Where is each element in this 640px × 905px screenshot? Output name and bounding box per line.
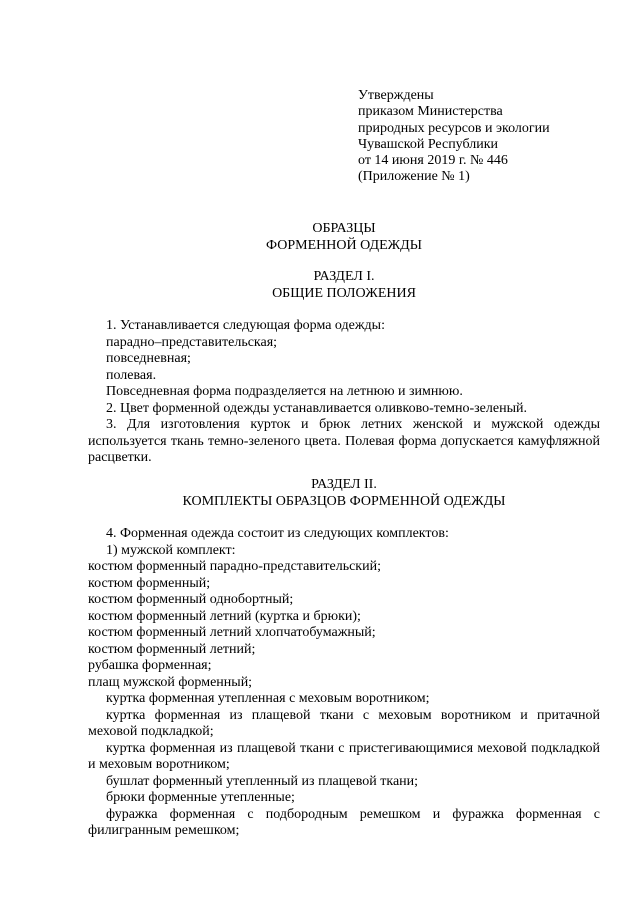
paragraph: 2. Цвет форменной одежды устанавливается оливково-темно-зеленый. <box>106 400 527 416</box>
approval-line: от 14 июня 2019 г. № 446 <box>358 153 508 169</box>
list-item: брюки форменные утепленные; <box>106 790 295 805</box>
list-item: куртка форменная утепленная с меховым воротником; <box>106 691 430 706</box>
section-1-body <box>88 318 600 467</box>
list-item: плащ мужской форменный; <box>88 674 253 690</box>
approval-line: Чувашской Республики <box>358 136 499 152</box>
title-line: ФОРМЕННОЙ ОДЕЖДЫ <box>266 237 422 253</box>
list-item: повседневная; <box>106 351 191 366</box>
paragraph: Повседневная форма подразделяется на летнюю и зимнюю. <box>106 384 463 399</box>
approval-stamp <box>358 88 618 186</box>
section-2-heading <box>88 477 600 510</box>
list-item: куртка форменная из плащевой ткани с пристегивающимися меховой подкладкой и меховым воротником; <box>88 740 600 772</box>
paragraph: 1. Устанавливается следующая форма одежды: <box>106 318 385 333</box>
list-item: куртка форменная из плащевой ткани с меховым воротником и притачной меховой подкладкой; <box>88 707 600 739</box>
list-item: бушлат форменный утепленный из плащевой ткани; <box>106 773 419 789</box>
list-item: костюм форменный летний (куртка и брюки); <box>88 608 361 624</box>
section-2-body <box>88 526 600 840</box>
approval-line: (Приложение № 1) <box>358 169 470 185</box>
section-number: РАЗДЕЛ I. <box>313 269 375 284</box>
list-item: костюм форменный; <box>88 575 211 591</box>
title-line: ОБРАЗЦЫ <box>312 221 376 236</box>
list-item: парадно–представительская; <box>106 334 278 350</box>
list-item: костюм форменный летний; <box>88 641 256 657</box>
list-item: полевая. <box>106 367 157 383</box>
paragraph: 4. Форменная одежда состоит из следующих комплектов: <box>106 526 449 541</box>
section-1-heading <box>88 269 600 302</box>
approval-line: приказом Министерства <box>358 104 503 120</box>
list-item: рубашка форменная; <box>88 658 212 673</box>
section-number: РАЗДЕЛ II. <box>311 477 377 492</box>
section-title: КОМПЛЕКТЫ ОБРАЗЦОВ ФОРМЕННОЙ ОДЕЖДЫ <box>182 493 506 509</box>
paragraph: 3. Для изготовления курток и брюк летних женской и мужской одежды используется ткань темно-зеленого цвета. Полевая форма допускается камуфляжной расцветки. <box>88 417 600 465</box>
list-item: фуражка форменная с подбородным ремешком и фуражка форменная с филигранным ремешком; <box>88 806 600 838</box>
list-item: 1) мужской комплект: <box>106 542 236 558</box>
list-item: костюм форменный однобортный; <box>88 592 294 607</box>
list-item: костюм форменный летний хлопчатобумажный; <box>88 625 376 640</box>
approval-line: Утверждены <box>358 88 434 103</box>
approval-line: природных ресурсов и экологии <box>358 120 550 136</box>
list-item: костюм форменный парадно-представительский; <box>88 559 381 574</box>
section-title: ОБЩИЕ ПОЛОЖЕНИЯ <box>272 285 416 301</box>
document-title <box>88 221 600 254</box>
